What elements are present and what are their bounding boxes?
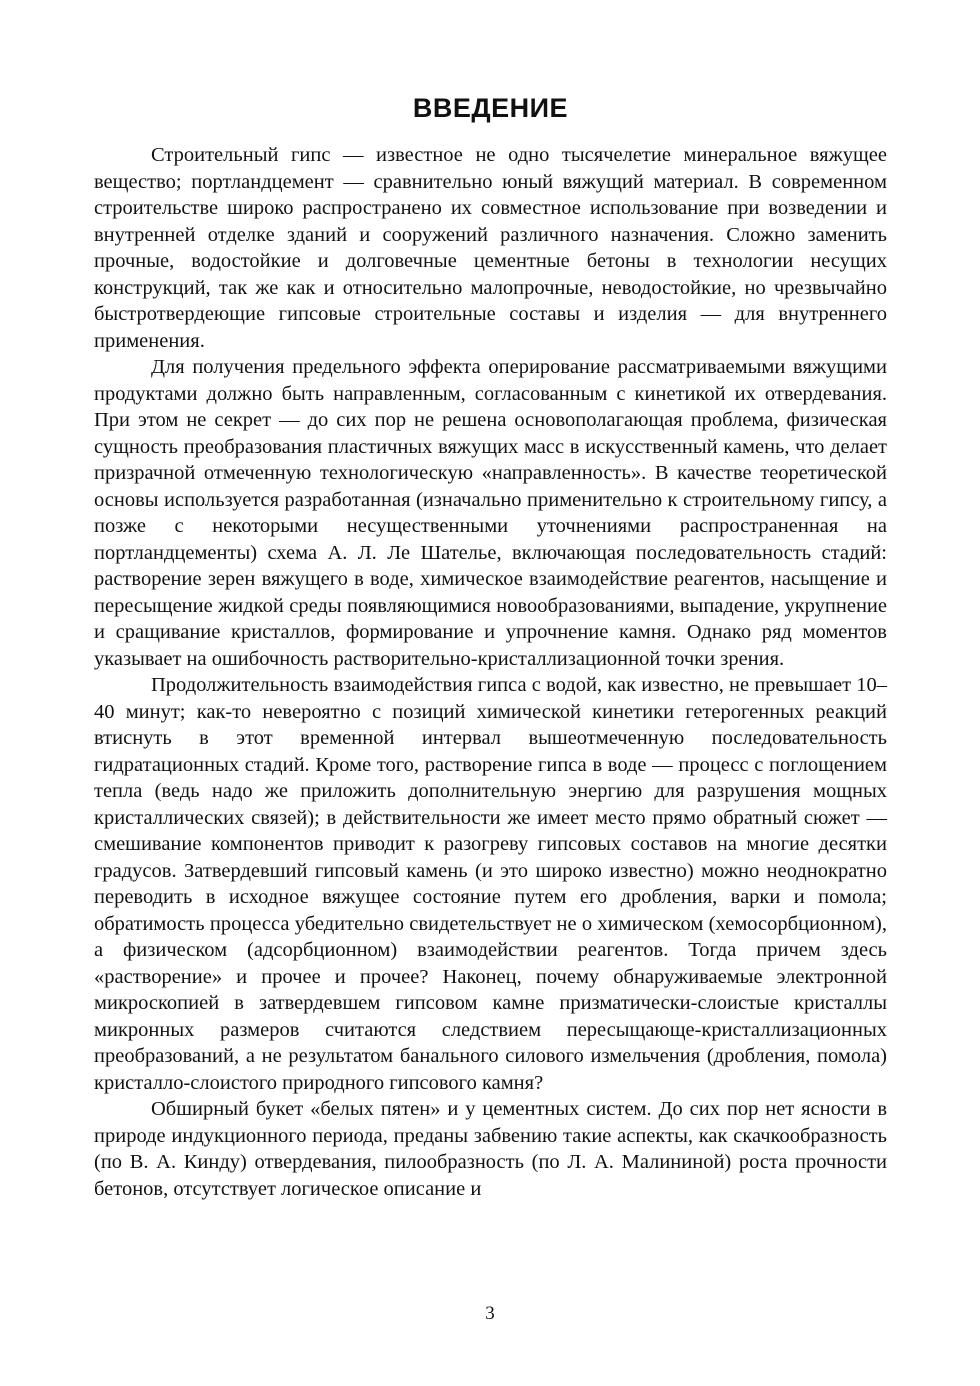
section-title: ВВЕДЕНИЕ [412,93,569,123]
paragraph-4: Обширный букет «белых пятен» и у цементных систем. До сих пор нет ясности в природе индукционного периода, преданы забвению такие аспекты, как скачкообразность (по В. А. Кинду) отвердевания, пилообразность (по Л. А. Малининой) роста прочности бетонов, отсутствует логическое описание и [94,1098,887,1200]
page-number: 3 [485,1303,495,1324]
paragraph-1: Строительный гипс — известное не одно тысячелетие минеральное вяжущее вещество; портландцемент — сравнительно юный вяжущий материал. В современном строительстве широко распространено их совместное использование при возведении и внутренней отделке зданий и сооружений различного назначения. Сложно заменить прочные, водостойкие и долговечные цементные бетоны в технологии несущих конструкций, так же как и относительно малопрочные, неводостойкие, но чрезвычайно быстротвердеющие гипсовые строительные составы и изделия — для внутреннего применения. [94,144,887,352]
paragraph-2: Для получения предельного эффекта оперирование рассматриваемыми вяжущими продуктами должно быть направленным, согласованным с кинетикой их отвердевания. При этом не секрет — до сих пор не решена основополагающая проблема, физическая сущность преобразования пластичных вяжущих масс в искусственный камень, что делает призрачной отмеченную технологическую «направленность». В качестве теоретической основы используется разработанная (изначально применительно к строительному гипсу, а позже с некоторыми несущественными уточнениями распространенная на портландцементы) схема А. Л. Ле Шателье, включающая последовательность стадий: растворение зерен вяжущего в воде, химическое взаимодействие реагентов, насыщение и пересыщение жидкой среды появляющимися новообразованиями, выпадение, укрупнение и сращивание кристаллов, формирование и упрочнение камня. Однако ряд моментов указывает на ошибочность растворительно-кристаллизационной точки зрения. [94,356,887,670]
document-page [94,88,887,1202]
paragraph-3: Продолжительность взаимодействия гипса с водой, как известно, не превышает 10–40 минут; как-то невероятно с позиций химической кинетики гетерогенных реакций втиснуть в этот временной интервал вышеотмеченную последовательность гидратационных стадий. Кроме того, растворение гипса в воде — процесс с поглощением тепла (ведь надо же приложить дополнительную энергию для разрушения мощных кристаллических связей); в действительности же имеет место прямо обратный сюжет — смешивание компонентов приводит к разогреву гипсовых составов на многие десятки градусов. Затвердевший гипсовый камень (и это широко известно) можно неоднократно переводить в исходное вяжущее состояние путем его дробления, варки и помола; обратимость процесса убедительно свидетельствует не о химическом (хемосорбционном), а физическом (адсорбционном) взаимодействии реагентов. Тогда причем здесь «растворение» и прочее и прочее? Наконец, почему обнаруживаемые электронной микроскопией в затвердевшем гипсовом камне призматически-слоистые кристаллы микронных размеров считаются следствием пересыщающе-кристаллизационных преобразований, а не результатом банального силового измельчения (дробления, помола) кристалло-слоистого природного гипсового камня? [94,674,887,1094]
